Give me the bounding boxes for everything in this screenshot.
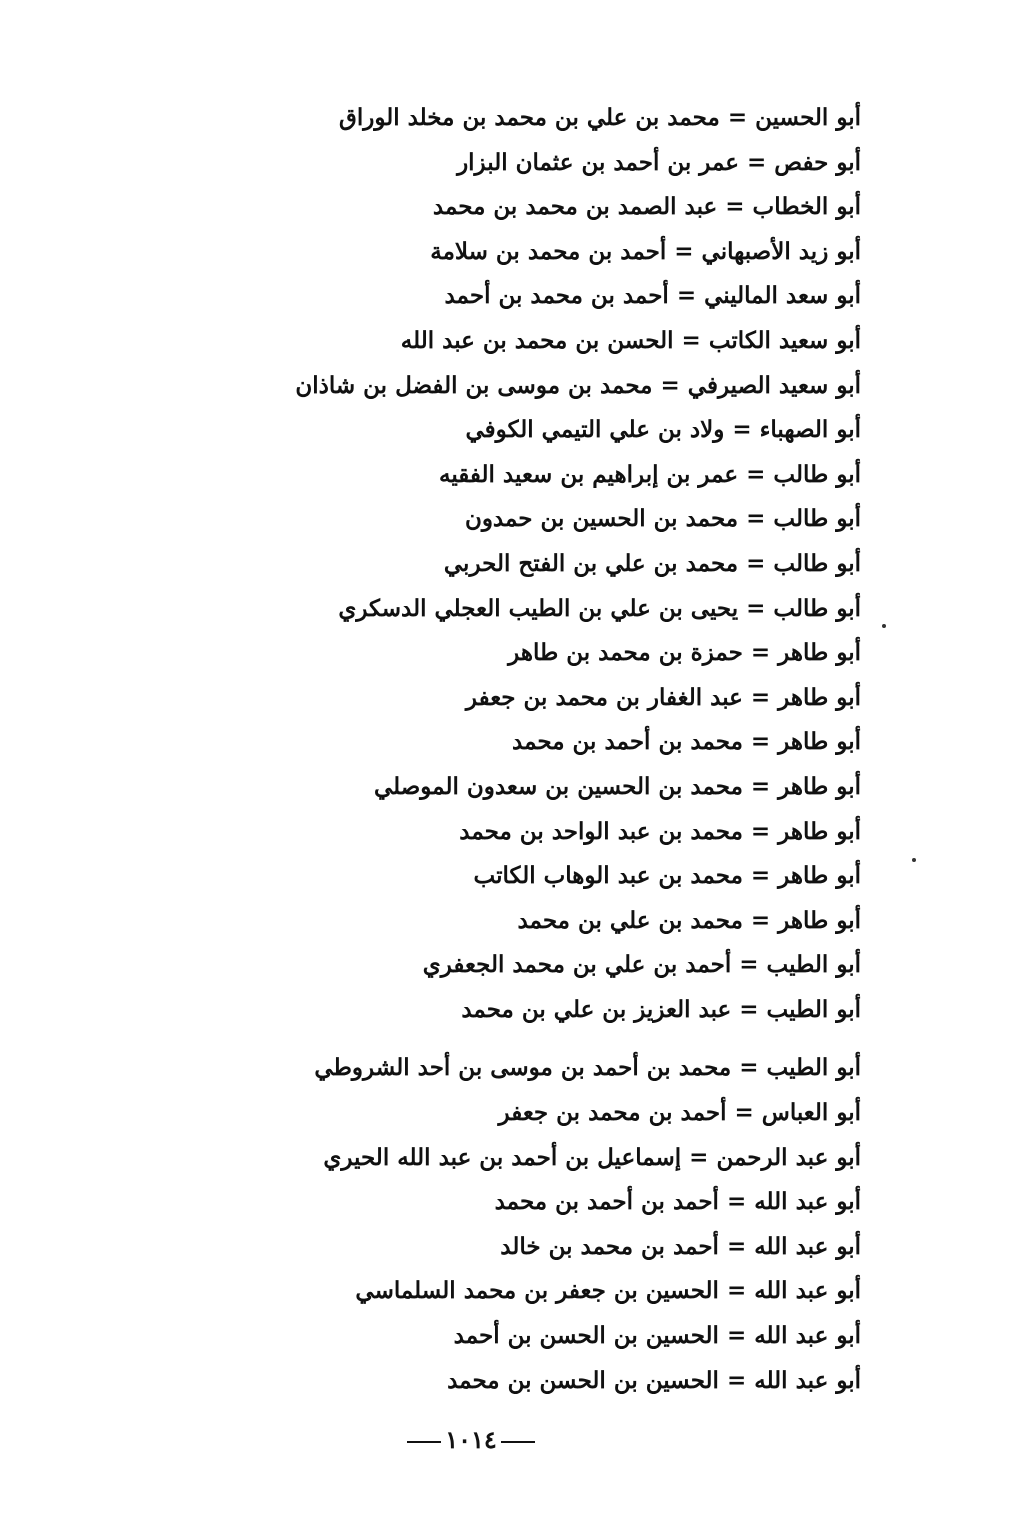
index-entry: أبو الطيب = عبد العزيز بن علي بن محمد [461, 995, 861, 1023]
index-entry: أبو الخطاب = عبد الصمد بن محمد بن محمد [432, 193, 861, 221]
index-entry: أبو الطيب = أحمد بن علي بن محمد الجعفري [422, 951, 861, 979]
index-entry: أبو عبد الرحمن = إسماعيل بن أحمد بن عبد الله الحيري [323, 1143, 861, 1171]
index-entry: أبو عبد الله = الحسين بن الحسن بن أحمد [453, 1322, 861, 1350]
index-entry: أبو طاهر = محمد بن الحسين بن سعدون الموصلي [373, 772, 861, 800]
index-entry: أبو طاهر = عبد الغفار بن محمد بن جعفر [465, 683, 861, 711]
page-footer [396, 1420, 546, 1460]
index-entry: أبو طالب = يحيى بن علي بن الطيب العجلي الدسكري [338, 594, 861, 622]
index-entry: أبو طاهر = حمزة بن محمد بن طاهر [508, 639, 861, 667]
index-entry: أبو سعد الماليني = أحمد بن محمد بن أحمد [444, 282, 861, 310]
index-entry: أبو سعيد الكاتب = الحسن بن محمد بن عبد الله [400, 326, 861, 354]
scan-speck [882, 624, 886, 628]
scan-speck [912, 858, 916, 862]
index-entry: أبو طاهر = محمد بن عبد الوهاب الكاتب [473, 862, 861, 890]
index-entry: أبو الحسين = محمد بن علي بن محمد بن مخلد الوراق [338, 104, 861, 131]
index-entry: أبو عبد الله = الحسين بن الحسن بن محمد [447, 1366, 861, 1394]
index-entry: أبو طالب = محمد بن الحسين بن حمدون [464, 505, 861, 533]
index-entry: أبو طاهر = محمد بن علي بن محمد [517, 906, 861, 934]
index-entry: أبو طالب = محمد بن علي بن الفتح الحربي [443, 549, 861, 577]
index-entry: أبو عبد الله = أحمد بن محمد بن خالد [500, 1232, 861, 1260]
index-entry: أبو طاهر = محمد بن أحمد بن محمد [512, 728, 861, 756]
index-entry: أبو عبد الله = أحمد بن أحمد بن محمد [494, 1188, 861, 1216]
index-entry: أبو عبد الله = الحسين بن جعفر بن محمد السلماسي [355, 1277, 861, 1305]
footer-dash-left [407, 1441, 441, 1443]
footer-dash-right [501, 1441, 535, 1443]
name-index-list [295, 96, 861, 1403]
index-entry: أبو طاهر = محمد بن عبد الواحد بن محمد [459, 817, 861, 845]
index-entry: أبو زيد الأصبهاني = أحمد بن محمد بن سلامة [430, 237, 861, 265]
index-entry: أبو الطيب = محمد بن أحمد بن موسى بن أحد الشروطي [314, 1054, 861, 1082]
index-entry: أبو العباس = أحمد بن محمد بن جعفر [498, 1099, 861, 1127]
index-entry: أبو الصهباء = ولاد بن علي التيمي الكوفي [465, 416, 861, 444]
index-entry: أبو سعيد الصيرفي = محمد بن موسى بن الفضل بن شاذان [295, 371, 861, 399]
index-entry: أبو طالب = عمر بن إبراهيم بن سعيد الفقيه [438, 460, 861, 488]
page-number: ١٠١٤ [445, 1425, 497, 1454]
index-entry: أبو حفص = عمر بن أحمد بن عثمان البزار [457, 148, 861, 176]
